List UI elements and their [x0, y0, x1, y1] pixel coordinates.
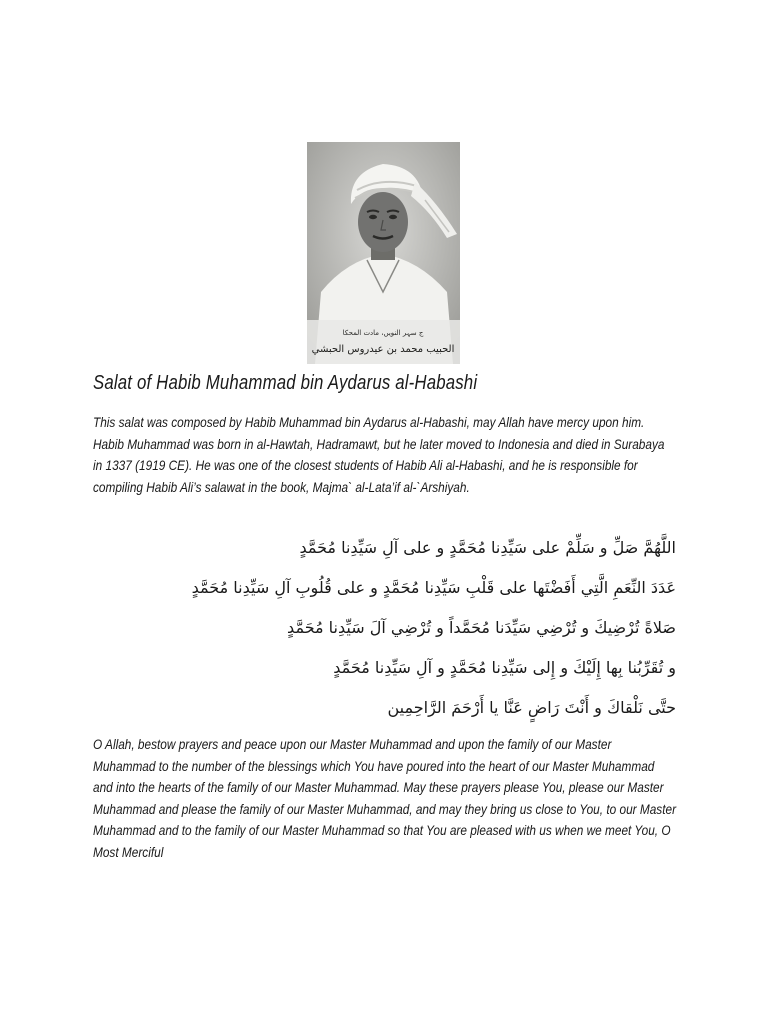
portrait-caption-line2: الحبيب محمد بن عيدروس الحبشي — [311, 344, 455, 355]
arabic-line: صَلاةً تُرْضِيكَ و تُرْضِي سَيِّدَنا مُحَمَّداً و تُرْضِي آلَ سَيِّدِنا مُحَمَّدٍ — [287, 618, 676, 637]
arabic-line: عَدَدَ النِّعَمِ الَّتِي أَفَضْتَها على قَلْبِ سَيِّدِنا مُحَمَّدٍ و على قُلُوبِ آلِ سَيِّدِنا مُحَمَّدٍ — [191, 578, 676, 597]
arabic-prayer-block — [191, 528, 676, 728]
portrait-illustration — [307, 142, 460, 364]
intro-paragraph: This salat was composed by Habib Muhammad bin Aydarus al-Habashi, may Allah have mercy upon him. Habib Muhammad was born in al-Hawtah, Hadramawt, but he later moved to Indonesia and died in Surabaya in 1337 (1919 CE). He was one of the closest students of Habib Ali al-Habashi, and he is responsible for compiling Habib Ali’s salawat in the book, Majma` al-Lata’if al-`Arshiyah. — [93, 414, 665, 495]
portrait-caption-line1: ج سہر النويں، مادت المحکا — [342, 329, 424, 337]
arabic-line: حتَّى نَلْقاكَ و أَنْتَ رَاضٍ عَنَّا يا أَرْحَمَ الرَّاحِمِين — [387, 698, 676, 717]
arabic-line: و تُقَرِّبُنا بِها إِلَيْكَ و إِلى سَيِّدِنا مُحَمَّدٍ و آلِ سَيِّدِنا مُحَمَّدٍ — [333, 658, 676, 677]
translation-paragraph: O Allah, bestow prayers and peace upon our Master Muhammad and upon the family of our Master Muhammad to the number of the blessings which You have poured into the heart of our Master Muhammad and into the hearts of the family of our Master Muhammad. May these prayers please You, please our Master Muhammad and please the family of our Master Muhammad, and may they bring us close to You, to our Master Muhammad and to the family of our Master Muhammad so that You are pleased with us when we meet You, O Most Merciful — [93, 736, 677, 860]
page-title: Salat of Habib Muhammad bin Aydarus al-Habashi — [93, 372, 478, 394]
portrait-photo — [307, 142, 460, 364]
arabic-line: اللَّهُمَّ صَلِّ و سَلِّمْ على سَيِّدِنا مُحَمَّدٍ و على آلِ سَيِّدِنا مُحَمَّدٍ — [299, 538, 676, 557]
